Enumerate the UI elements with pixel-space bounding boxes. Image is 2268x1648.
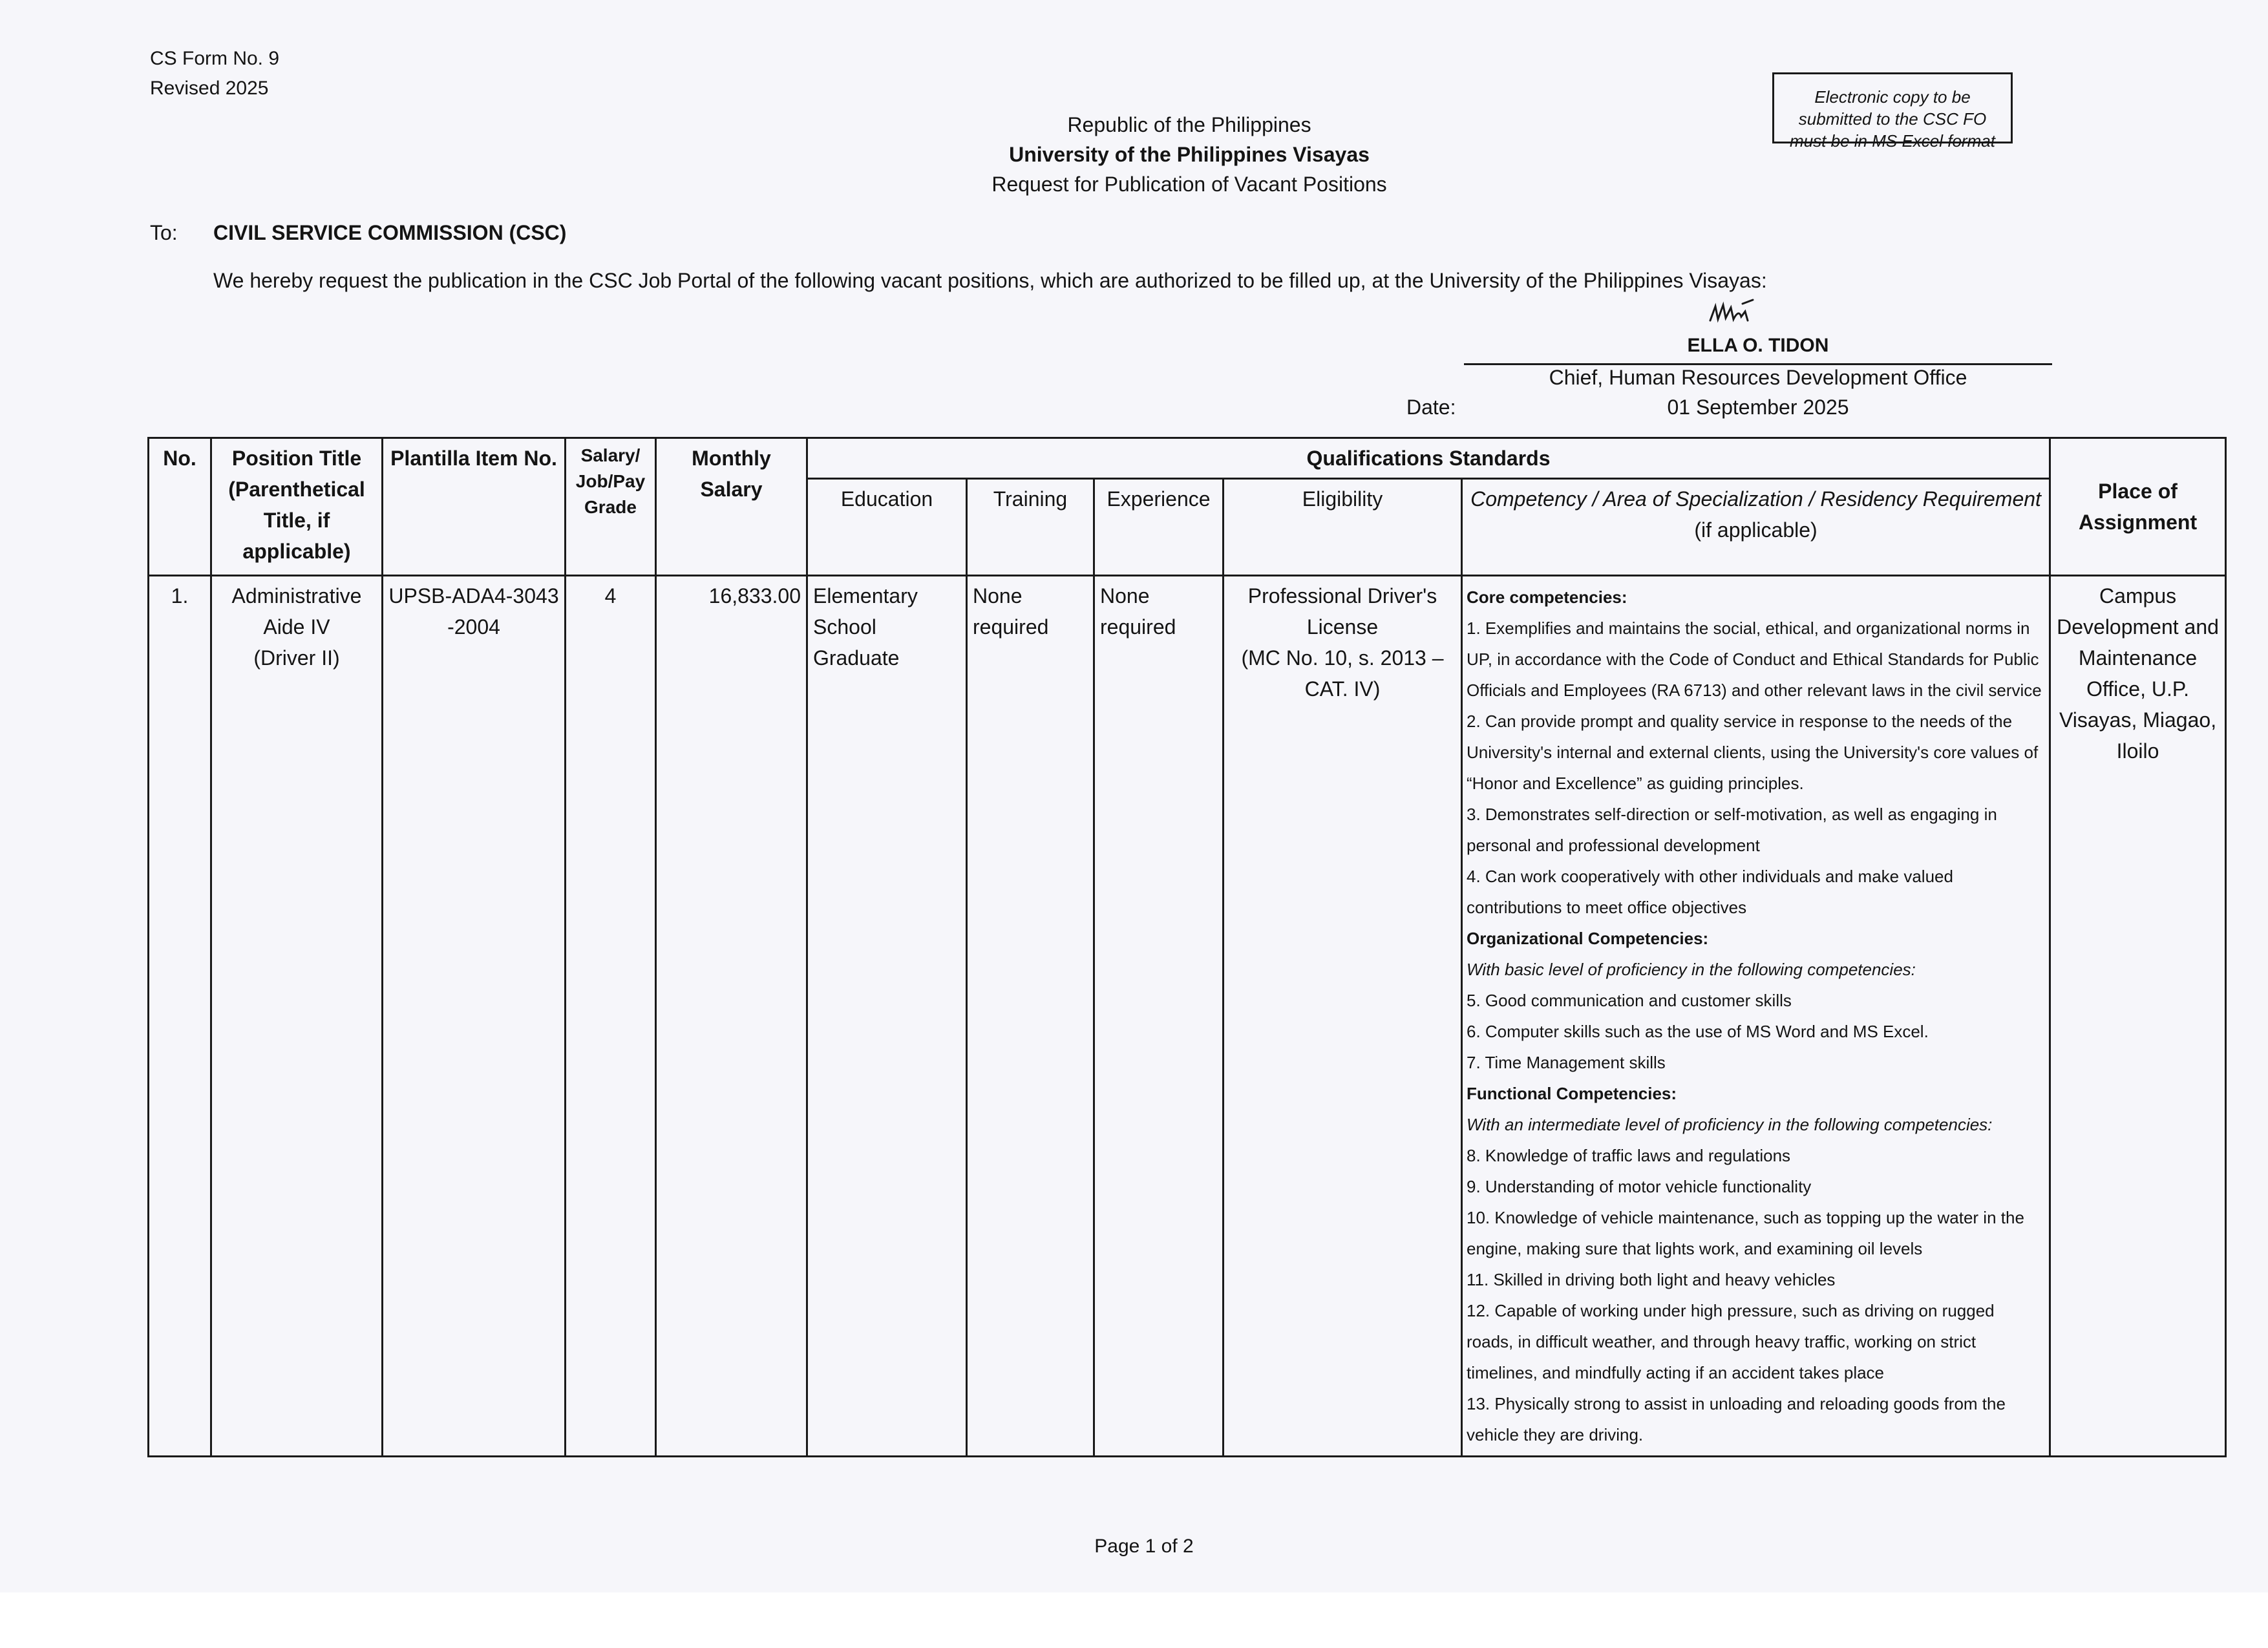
form-name: CS Form No. 9 (150, 48, 280, 69)
eligibility-name: Professional Driver's License (1247, 584, 1437, 639)
header-no: No. (149, 438, 211, 576)
header-salary-grade: Salary/ Job/Pay Grade (566, 438, 656, 576)
func-competencies-heading: Functional Competencies: (1467, 1084, 1677, 1103)
header-competency-label: Competency / Area of Specialization / Residency Requirement (1470, 487, 2041, 511)
eligibility-note: (MC No. 10, s. 2013 – CAT. IV) (1241, 646, 1444, 701)
competency-item: 6. Computer skills such as the use of MS Word and MS Excel. (1467, 1022, 1929, 1041)
institution-name: University of the Philippines Visayas (1009, 143, 1370, 166)
cell-salary-grade: 4 (566, 576, 656, 1457)
header-plantilla: Plantilla Item No. (383, 438, 566, 576)
header-competency (1462, 479, 2050, 576)
competency-item: 11. Skilled in driving both light and heavy vehicles (1467, 1270, 1836, 1289)
competency-item: 5. Good communication and customer skills (1467, 991, 1792, 1010)
signature-line (1464, 363, 2052, 365)
date-label: Date: (1406, 396, 1456, 419)
request-statement: We hereby request the publication in the CSC Job Portal of the following vacant positions, which are authorized to be filled up, at the University of the Philippines Visayas: (213, 269, 1767, 292)
header-training: Training (967, 479, 1094, 576)
page-number: Page 1 of 2 (1094, 1536, 1194, 1557)
country-name: Republic of the Philippines (1067, 113, 1311, 136)
parenthetical-title: (Driver II) (253, 646, 340, 670)
cell-place: Campus Development and Maintenance Office, U.P. Visayas, Miagao, Iloilo (2050, 576, 2226, 1457)
header-experience: Experience (1094, 479, 1224, 576)
header-place: Place of Assignment (2050, 438, 2226, 576)
header-eligibility: Eligibility (1224, 479, 1462, 576)
competency-item: 9. Understanding of motor vehicle functionality (1467, 1177, 1812, 1196)
func-competencies-note: With an intermediate level of proficiency in the following competencies: (1467, 1115, 1993, 1134)
cell-experience: None required (1094, 576, 1224, 1457)
competency-item: 12. Capable of working under high pressure, such as driving on rugged roads, in difficult weather, and through heavy traffic, working on strict timelines, and mindfully acting if an accident takes place (1467, 1301, 1995, 1382)
vacancy-table (147, 437, 2227, 1457)
header-qualifications: Qualifications Standards (807, 438, 2050, 479)
competency-item: 8. Knowledge of traffic laws and regulations (1467, 1146, 1791, 1165)
competency-item: 1. Exemplifies and maintains the social, ethical, and organizational norms in UP, in accordance with the Code of Conduct and Ethical Standards for Public Officials and Employees (RA 6713) and other relevant laws in the civil service (1467, 618, 2042, 700)
cell-monthly-salary: 16,833.00 (656, 576, 807, 1457)
competency-item: 4. Can work cooperatively with other individuals and make valued contributions to meet office objectives (1467, 867, 1953, 917)
document-title: Request for Publication of Vacant Positions (991, 173, 1387, 196)
table-row (149, 576, 2226, 1457)
signature-mark (1706, 295, 1765, 333)
competency-item: 7. Time Management skills (1467, 1053, 1666, 1072)
cell-plantilla: UPSB-ADA4-3043-2004 (383, 576, 566, 1457)
date-value: 01 September 2025 (1667, 396, 1849, 419)
signatory-title: Chief, Human Resources Development Office (1549, 366, 1967, 389)
header-education: Education (807, 479, 967, 576)
cell-competency (1462, 576, 2050, 1457)
competency-item: 2. Can provide prompt and quality service in response to the needs of the University's internal and external clients, using the University's core values of “Honor and Excellence” as guiding principles. (1467, 712, 2039, 793)
addressee-row (150, 221, 566, 245)
header-position-title: Position Title (Parenthetical Title, if applicable) (211, 438, 383, 576)
competency-item: 3. Demonstrates self-direction or self-motivation, as well as engaging in personal and professional development (1467, 805, 1997, 855)
cell-eligibility (1224, 576, 1462, 1457)
cell-training: None required (967, 576, 1094, 1457)
competency-item: 10. Knowledge of vehicle maintenance, such as topping up the water in the engine, making sure that lights work, and examining oil levels (1467, 1208, 2024, 1258)
org-competencies-note: With basic level of proficiency in the following competencies: (1467, 960, 1916, 979)
org-competencies-heading: Organizational Competencies: (1467, 929, 1709, 948)
form-revision: Revised 2025 (150, 78, 269, 99)
cell-no: 1. (149, 576, 211, 1457)
signatory-name: ELLA O. TIDON (1687, 335, 1829, 356)
cell-education: Elementary School Graduate (807, 576, 967, 1457)
cell-position-title (211, 576, 383, 1457)
table-header-row (149, 438, 2226, 479)
header-competency-note: (if applicable) (1694, 518, 1818, 542)
competency-item: 13. Physically strong to assist in unloading and reloading goods from the vehicle they are driving. (1467, 1394, 2006, 1444)
addressee-name: CIVIL SERVICE COMMISSION (CSC) (213, 221, 567, 244)
header-monthly-salary: Monthly Salary (656, 438, 807, 576)
form-id (150, 44, 279, 103)
position-title: Administrative Aide IV (231, 584, 362, 639)
document-header (866, 110, 1512, 199)
core-competencies-heading: Core competencies: (1467, 587, 1627, 607)
addressee-label: To: (150, 221, 178, 244)
excel-format-notice: Electronic copy to be submitted to the CSC FO must be in MS Excel format (1772, 72, 2013, 143)
